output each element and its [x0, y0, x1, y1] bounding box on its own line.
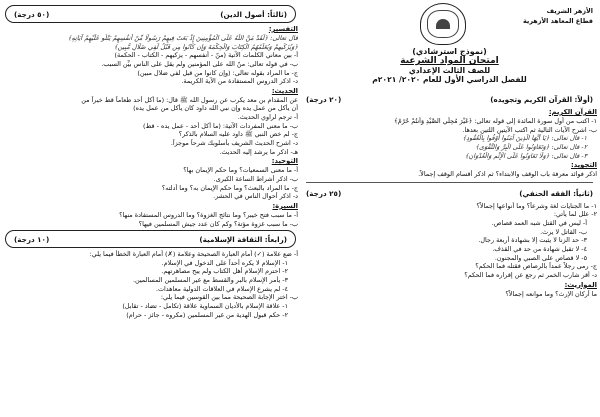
question: د- اشرح الحديث الشريف بأسلوبك شرحاً موجزاً. — [170, 139, 298, 148]
topic-tawheed: التوحيد: — [271, 157, 298, 166]
exam-header — [302, 3, 597, 91]
question: ١- قال تعالى: ﴿يَا أَيُّهَا الَّذِينَ آمَنُوا أَوْفُوا بِالْعُقُودِ﴾ — [462, 134, 587, 143]
question: ج- لم خص النبي ﷺ داود عليه السلام بالذكر؟ — [178, 130, 298, 139]
section-title: (ثالثاً: أصول الدين) — [220, 9, 287, 19]
question: أ- ترجم لراوي الحديث. — [237, 113, 298, 122]
question: ب- ما سبب غزوة مؤتة؟ وكم كان عدد جيش المسلمين فيها؟ — [138, 219, 298, 228]
question: ب- في قوله تعالى: منّ الله على المؤمنين ولم يقل على الناس بيِّن السبب. — [101, 59, 298, 68]
question: أ- ما سبب فتح خيبر؟ وما نتائج الغزوة؟ وما الدروس المستفادة منها؟ — [119, 210, 298, 219]
topic-quran: القرآن الكريم: — [548, 108, 597, 116]
question: ١- الإسلام لا يكره أحداً على الدخول في الإسلام. — [161, 258, 288, 267]
question: ٥- لا قصاص على الصبي والمجنون. — [494, 253, 587, 262]
section-degree: (١٠ درجة) — [14, 234, 50, 244]
question: هـ- اذكر ما يرشد إليه الحديث. — [219, 147, 298, 156]
model-label: (نموذج استرشادي) — [412, 47, 487, 56]
institution — [523, 7, 593, 27]
institution-sector: قطاع المعاهد الأزهرية — [523, 17, 593, 25]
section-title: (ثانياً: الفقه الحنفي) — [519, 189, 593, 199]
topic-mawareeth: المواريث: — [564, 280, 597, 289]
question: ٢- قال تعالى: ﴿وَتَعَاوَنُوا عَلَى الْبِرِّ وَالتَّقْوَى﴾ — [475, 142, 587, 151]
divider — [306, 182, 593, 183]
question: عن المقدام بن معد يكرب عن رسول الله ﷺ قال: (ما أكل أحد طعاماً قط خيراً من — [81, 95, 298, 104]
question: ١- علاقة الإسلام بالأديان السماوية علاقة (تكامل - تضاد - تقابل) — [122, 302, 288, 311]
exam-name: امتحان المواد الشرعية — [400, 56, 499, 66]
question: قال تعالى: ﴿لَقَدْ مَنَّ اللَّهُ عَلَى الْمُؤْمِنِينَ إِذْ بَعَثَ فِيهِمْ رَسُولًا مِّنْ أَنفُسِهِمْ يَتْلُو عَلَيْهِمْ آيَاتِهِ﴾ — [67, 34, 298, 42]
question: د- اذكر أحوال الناس في الحشر. — [213, 192, 298, 201]
topic-seera: السيرة: — [272, 201, 298, 210]
question: ٢- حكم قبول الهدية من غير المسلمين (مكروه - جائز - حرام) — [126, 310, 288, 319]
question: أ- ما معنى السمعيات؟ وما حكم الإيمان بها؟ — [183, 166, 298, 175]
question: ما أركان الإرث؟ وما موانعه إجمالاً؟ — [505, 289, 597, 298]
question: ٣- قال تعالى: ﴿وَلَا تَعَاوَنُوا عَلَى الْإِثْمِ وَالْعُدْوَانِ﴾ — [464, 151, 587, 160]
question: د- اذكر الدروس المستفادة من الآية الكريمة. — [181, 77, 298, 86]
section-degree: (٢٠ درجة) — [306, 94, 342, 104]
section-degree: (٢٥ درجة) — [306, 189, 342, 199]
question: أ- ضع علامة (✓) أمام العبارة الصحيحة وعلامة (✗) أمام العبارة الخطأ فيما يلي: — [89, 250, 298, 259]
topic-hadith: الحديث: — [271, 86, 298, 95]
question: اذكر فوائد معرفة باب الوقف والابتداء؟ ثم اذكر أقسام الوقف إجمالاً. — [418, 170, 597, 179]
question: ب- اشرح الآيات التالية ثم اكتب الآيتين اللتين بعدها. — [462, 125, 597, 134]
section-culture-head — [5, 230, 296, 248]
question: ب- اختر الإجابة الصحيحة مما بين القوسين فيما يلي: — [160, 293, 298, 302]
question: ج- ما المراد بالبعث؟ وما حكم الإيمان به؟ وما أدلته؟ — [161, 183, 298, 192]
question: ٤- لا تقبل شهادة من حد في القذف. — [492, 245, 587, 254]
question: ج- رمى رجلاً عمداً بالرصاص فقتله فما الحكم؟ — [475, 262, 597, 271]
question: ٢- علل لما يأتي: — [553, 210, 597, 219]
question: د- أقر شارب الخمر ثم رجع عن إقراره فما الحكم؟ — [464, 270, 597, 279]
grade-label: للصف الثالث الإعدادي — [408, 66, 491, 75]
question: ب- القاتل لا يرث. — [540, 227, 587, 236]
question: ٢- احترم الإسلام أهل الكتاب ولم يبح مصاهرتهم. — [161, 267, 288, 276]
institution-name: الأزهر الشريف — [546, 7, 593, 15]
question: ١- اكتب من أول سورة المائدة إلى قوله تعالى: ﴿غَيْرَ مُحِلِّي الصَّيْدِ وَأَنتُمْ حُرُمٌ﴾ — [394, 117, 597, 125]
question: ١- ما الجنايات لغة وشرعاً؟ وما أنواعها إجمالاً؟ — [476, 201, 597, 210]
section-quran-head — [302, 91, 597, 107]
exam-title — [302, 47, 597, 84]
question: ب- اذكر أشراط الساعة الكبرى. — [213, 174, 298, 183]
section-degree: (٥٠ درجة) — [14, 9, 50, 19]
azhar-logo-icon — [420, 3, 466, 45]
question: ﴿وَيُزَكِّيهِمْ وَيُعَلِّمُهُمُ الْكِتَابَ وَالْحِكْمَةَ وَإِن كَانُوا مِن قَبْلُ لَفِي ضَلَالٍ مُّبِينٍ﴾ — [113, 42, 298, 51]
question: ج- ما المراد بقوله تعالى: (وإن كانوا من قبل لفي ضلال مبين) — [137, 68, 298, 77]
term-label: للفصل الدراسي الأول للعام ٢٠٢٠/ ٢٠٢١م — [372, 75, 527, 84]
topic-tafseer: التفسير: — [268, 25, 298, 33]
question: أ- بين معاني الكلمات الآتية (منّ - أنفسهم - يزكيهم - الكتاب - الحكمة) — [114, 51, 298, 60]
section-osool-head — [5, 5, 296, 23]
topic-tajweed: التجويد: — [570, 161, 597, 170]
right-column — [302, 3, 597, 411]
question: أ- ليس في القتل شبه العمد قصاص. — [491, 219, 587, 228]
question: ٤- لم يشرع الإسلام في العلاقات الدولية معاهدات. — [155, 284, 288, 293]
section-title: (رابعاً: الثقافة الإسلامية) — [199, 234, 287, 244]
question: ب- ما معنى المفردات الآتية: (ما أكل أحد - عمل يده - قط) — [142, 121, 298, 130]
question: ٣- يأمر الإسلام بالبر والقسط مع غير المسلمين المسالمين. — [132, 276, 288, 285]
section-fiqh-head — [302, 186, 597, 202]
question: ٣- حد الزنا لا يثبت إلا بشهادة أربعة رجال. — [478, 236, 587, 245]
question: أن يأكل من عمل يده وإن نبي الله داود كان يأكل من عمل يده) — [133, 104, 298, 113]
left-column — [3, 3, 298, 411]
section-title: (أولاً: القرآن الكريم وتجويده) — [490, 94, 593, 104]
exam-sheet — [3, 3, 597, 411]
